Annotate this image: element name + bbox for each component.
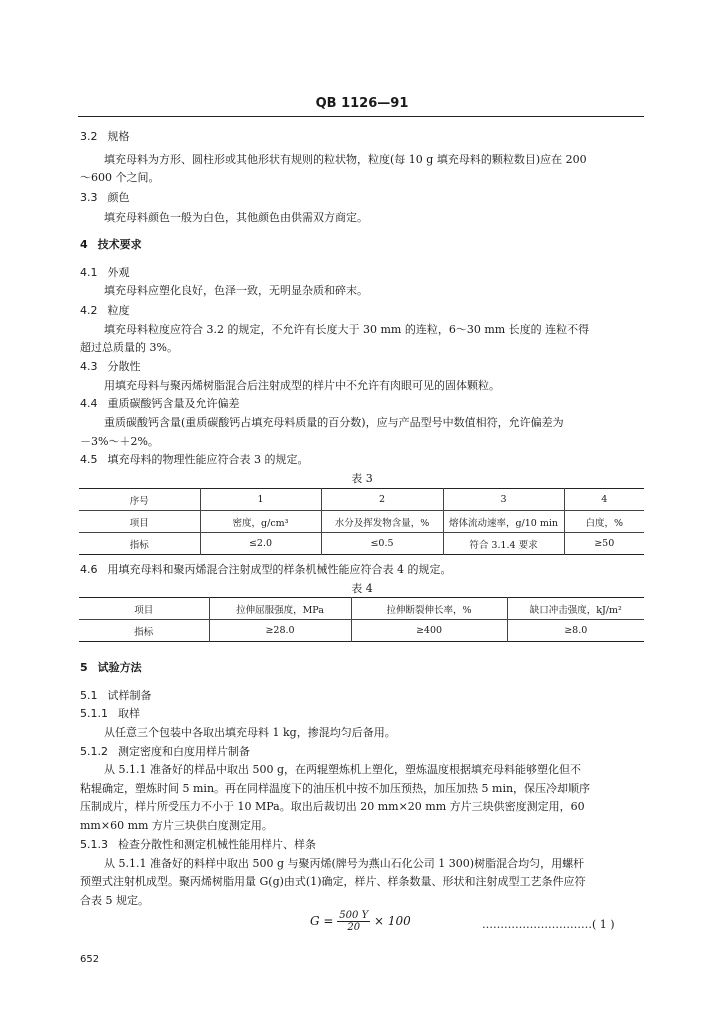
table-cell: 指标 (79, 533, 200, 555)
section-5-1-2-text: 压制成片，样片所受压力不小于 10 MPa。取出后裁切出 20 mm×20 mm 方片三块供密度测定用，60 (80, 800, 585, 813)
section-3-2-heading: 3.2 规格 (80, 130, 130, 143)
section-5-1-2-text: mm×60 mm 方片三块供白度测定用。 (80, 819, 273, 832)
section-3-3-text: 填充母料颜色一般为白色，其他颜色由供需双方商定。 (104, 211, 368, 224)
section-4-4-text: 重质碳酸钙含量(重质碳酸钙占填充母料质量的百分数)，应与产品型号中数值相符，允许偏差为 (104, 416, 564, 429)
section-5-1-2-text: 粘辊确定，塑炼时间 5 min。再在同样温度下的油压机中按不加压预热，加压加热 5 min，保压冷却顺序 (80, 782, 591, 795)
table-4 (79, 597, 644, 642)
table-row (79, 489, 644, 511)
formula-label: …………………………( 1 ) (482, 918, 615, 931)
section-4-5-text: 4.5 填充母料的物理性能应符合表 3 的规定。 (80, 453, 309, 466)
table-cell: 项目 (79, 511, 200, 533)
table-row (79, 533, 644, 555)
table-cell: 拉伸屈服强度，MPa (209, 598, 351, 620)
section-4-2-text: 超过总质量的 3%。 (80, 341, 178, 354)
table-4-caption: 表 4 (351, 582, 373, 595)
table-row (79, 511, 644, 533)
section-5-1-3-text: 预塑式注射机成型。聚丙烯树脂用量 G(g)由式(1)确定，样片、样条数量、形状和注射成型工艺条件应符 (80, 875, 586, 888)
page-number: 652 (80, 954, 100, 965)
table-3-caption: 表 3 (351, 472, 373, 485)
section-4-6-text: 4.6 用填充母料和聚丙烯混合注射成型的样条机械性能应符合表 4 的规定。 (80, 563, 452, 576)
section-5-1-2-heading: 5.1.2 测定密度和白度用样片制备 (80, 745, 250, 758)
table-cell: 密度，g/cm³ (200, 511, 321, 533)
table-cell: ≤2.0 (200, 533, 321, 555)
formula-denominator: 20 (347, 922, 361, 933)
table-cell: ≥50 (564, 533, 644, 555)
section-3-2-text: ～600 个之间。 (80, 171, 160, 184)
table-cell: 序号 (129, 495, 149, 507)
table-cell: 3 (443, 489, 564, 511)
table-cell: 缺口冲击强度，kJ/m² (507, 598, 644, 620)
section-5-1-heading: 5.1 试样制备 (80, 689, 152, 702)
section-4-3-heading: 4.3 分散性 (80, 360, 141, 373)
formula-1 (310, 910, 411, 933)
table-cell: 4 (564, 489, 644, 511)
section-4-3-text: 用填充母料与聚丙烯树脂混合后注射成型的样片中不允许有肉眼可见的固体颗粒。 (104, 379, 500, 392)
section-4-2-text: 填充母料粒度应符合 3.2 的规定，不允许有长度大于 30 mm 的连粒，6～30 mm 长度的 连粒不得 (104, 323, 590, 336)
formula-rhs: × 100 (374, 914, 411, 928)
table-cell: ≥28.0 (209, 620, 351, 642)
section-5-1-3-text: 从 5.1.1 准备好的料样中取出 500 g 与聚丙烯(牌号为燕山石化公司 1 300)树脂混合均匀，用螺杆 (104, 857, 585, 870)
table-row (79, 620, 644, 642)
section-5-1-3-heading: 5.1.3 检查分散性和测定机械性能用样片、样条 (80, 838, 316, 851)
section-4-2-heading: 4.2 粒度 (80, 304, 130, 317)
table-cell: 2 (321, 489, 443, 511)
table-cell: 指标 (79, 620, 209, 642)
formula-numerator: 500 Y (339, 910, 369, 921)
section-4-1-text: 填充母料应塑化良好，色泽一致，无明显杂质和碎末。 (104, 284, 368, 297)
section-3-3-heading: 3.3 颜色 (80, 191, 130, 204)
table-cell: ≥400 (351, 620, 507, 642)
section-3-2-text: 填充母料为方形、圆柱形或其他形状有规则的粒状物，粒度(每 10 g 填充母料的颗粒数目)应在 200 (104, 153, 587, 166)
table-cell: 水分及挥发物含量，% (321, 511, 443, 533)
table-cell: 白度，% (564, 511, 644, 533)
table-cell: 1 (200, 489, 321, 511)
section-4-4-text: －3%～＋2%。 (80, 435, 159, 448)
section-4-4-heading: 4.4 重质碳酸钙含量及允许偏差 (80, 397, 240, 410)
table-row (79, 598, 644, 620)
section-5-heading: 5 试验方法 (80, 661, 142, 674)
table-cell: 熔体流动速率，g/10 min (443, 511, 564, 533)
header-rule (78, 116, 644, 117)
table-cell: ≥8.0 (507, 620, 644, 642)
section-4-1-heading: 4.1 外观 (80, 266, 130, 279)
table-cell: 拉伸断裂伸长率，% (351, 598, 507, 620)
section-4-heading: 4 技术要求 (80, 238, 142, 251)
table-cell: ≤0.5 (321, 533, 443, 555)
section-5-1-2-text: 从 5.1.1 准备好的样品中取出 500 g，在两辊塑炼机上塑化，塑炼温度根据填充母料能够塑化但不 (104, 763, 582, 776)
section-5-1-1-text: 从任意三个包装中各取出填充母料 1 kg，掺混均匀后备用。 (104, 726, 396, 739)
formula-fraction (337, 910, 370, 933)
table-cell: 项目 (134, 604, 154, 616)
table-cell: 符合 3.1.4 要求 (443, 533, 564, 555)
section-5-1-3-text: 合表 5 规定。 (80, 894, 149, 907)
formula-lhs: G = (310, 914, 334, 928)
section-5-1-1-heading: 5.1.1 取样 (80, 707, 140, 720)
document-code-header: QB 1126—91 (315, 96, 409, 111)
table-3 (79, 488, 644, 555)
